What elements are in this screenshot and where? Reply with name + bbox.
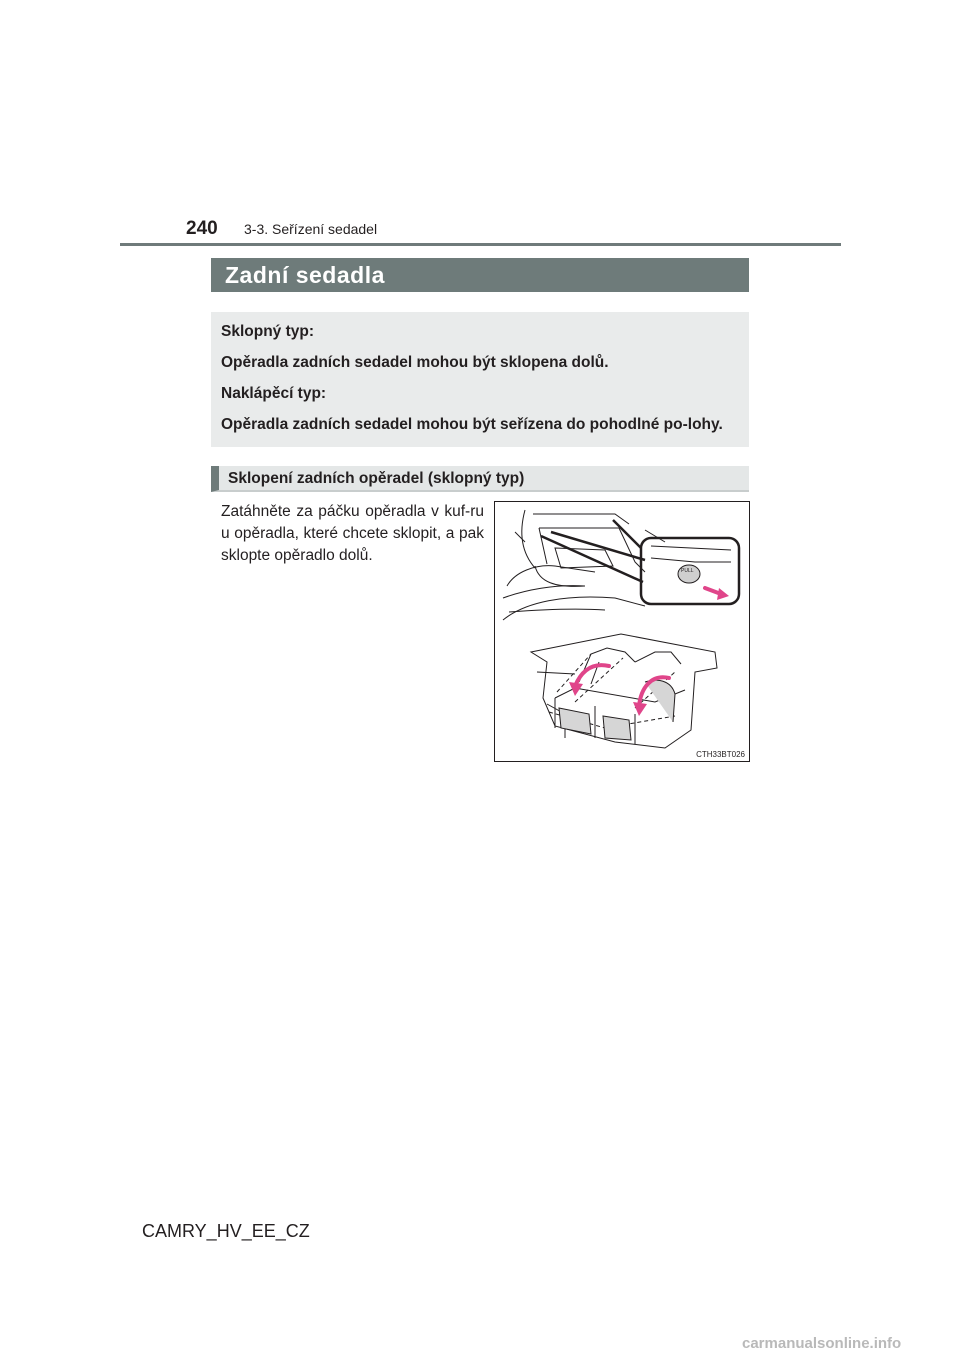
- info-line-reclining-desc: Opěradla zadních sedadel mohou být seřízena do pohodlné po-lohy.: [221, 416, 723, 433]
- header-rule: [120, 243, 841, 246]
- info-line-reclining-type: Naklápěcí typ:: [221, 385, 327, 402]
- info-box: [211, 312, 749, 447]
- page-number: 240: [186, 218, 218, 239]
- main-heading: Zadní sedadla: [211, 258, 749, 292]
- pull-lever-label: PULL: [681, 568, 694, 574]
- seat-fold-figure: [494, 501, 750, 762]
- watermark: carmanualsonline.info: [742, 1335, 902, 1352]
- instruction-text: Zatáhněte za páčku opěradla v kuf-ru u opěradla, které chcete sklopit, a pak sklopte opěradlo dolů.: [221, 503, 484, 564]
- section-title: 3-3. Seřízení sedadel: [244, 221, 378, 237]
- seat-fold-illustration: [495, 502, 749, 761]
- figure-code: CTH33BT026: [696, 750, 745, 759]
- info-line-folding-type: Sklopný typ:: [221, 323, 315, 340]
- sub-heading: Sklopení zadních opěradel (sklopný typ): [211, 466, 749, 492]
- info-line-folding-desc: Opěradla zadních sedadel mohou být sklopena dolů.: [221, 354, 609, 371]
- footer-model-code: CAMRY_HV_EE_CZ: [142, 1221, 310, 1241]
